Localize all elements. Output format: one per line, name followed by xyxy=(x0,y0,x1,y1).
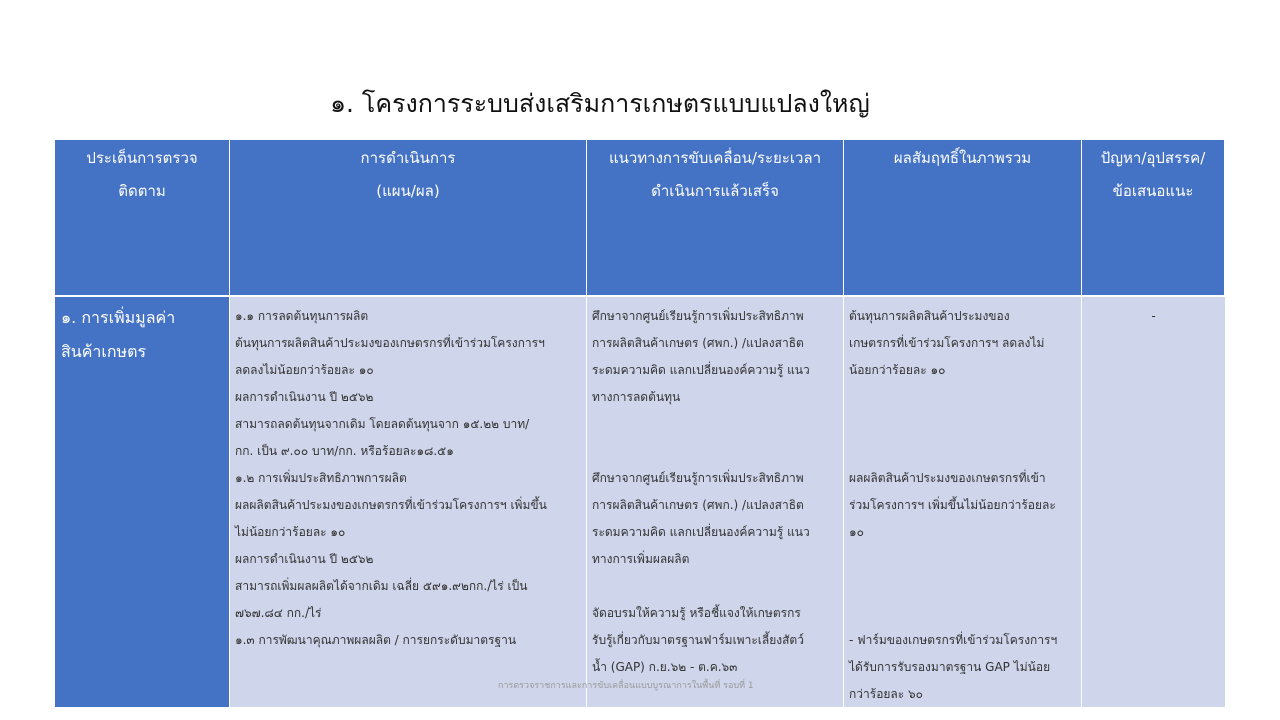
inspection-table xyxy=(55,140,1225,705)
operations-line: ผลผลิตสินค้าประมงของเกษตรกรที่เข้าร่วมโครงการฯ เพิ่มขึ้น xyxy=(235,498,547,512)
result-line: กว่าร้อยละ ๖๐ xyxy=(849,687,923,701)
operations-line: กก. เป็น ๙.๐๐ บาท/กก. หรือร้อยละ๑๘.๕๑ xyxy=(235,444,454,458)
approach-line: ทางการลดต้นทุน xyxy=(592,390,681,404)
approach-line: การผลิตสินค้าเกษตร (ศพก.) /แปลงสาธิต xyxy=(592,498,804,512)
approach-line: ทางการเพิ่มผลผลิต xyxy=(592,552,690,566)
approach-line: ระดมความคิด แลกเปลี่ยนองค์ความรู้ แนว xyxy=(592,363,810,377)
approach-line: ศึกษาจากศูนย์เรียนรู้การเพิ่มประสิทธิภาพ xyxy=(592,309,804,323)
approach-line: ศึกษาจากศูนย์เรียนรู้การเพิ่มประสิทธิภาพ xyxy=(592,471,804,485)
approach-line: รับรู้เกี่ยวกับมาตรฐานฟาร์มเพาะเลี้ยงสัตว์ xyxy=(592,633,804,647)
operations-line: ๑.๒ การเพิ่มประสิทธิภาพการผลิต xyxy=(235,471,407,485)
operations-line: ไม่น้อยกว่าร้อยละ ๑๐ xyxy=(235,525,346,539)
page-title: ๑. โครงการระบบส่งเสริมการเกษตรแบบแปลงใหญ่ xyxy=(330,89,870,118)
result-line: เกษตรกรที่เข้าร่วมโครงการฯ ลดลงไม่ xyxy=(849,336,1045,350)
result-line: ร่วมโครงการฯ เพิ่มขึ้นไม่น้อยกว่าร้อยละ xyxy=(849,498,1056,512)
approach-line: จัดอบรมให้ความรู้ หรือชี้แจงให้เกษตรกร xyxy=(592,606,801,620)
cell-operations xyxy=(230,297,587,707)
result-line: น้อยกว่าร้อยละ ๑๐ xyxy=(849,363,946,377)
result-line: ผลผลิตสินค้าประมงของเกษตรกรที่เข้า xyxy=(849,471,1046,485)
operations-line: ลดลงไม่น้อยกว่าร้อยละ ๑๐ xyxy=(235,363,374,377)
cell-problems: - xyxy=(1082,297,1225,707)
operations-line: สามารถเพิ่มผลผลิตได้จากเดิม เฉลี่ย ๕๙๑.๙๒กก./ไร่ เป็น xyxy=(235,579,528,593)
cell-result xyxy=(844,297,1082,707)
operations-line: ๑.๓ การพัฒนาคุณภาพผลผลิต / การยกระดับมาตรฐาน xyxy=(235,633,517,647)
cell-approach xyxy=(587,297,844,707)
result-line: - ฟาร์มของเกษตรกรที่เข้าร่วมโครงการฯ xyxy=(849,633,1058,647)
header-issue: ประเด็นการตรวจ ติดตาม xyxy=(55,140,230,295)
header-result: ผลสัมฤทธิ์ในภาพรวม xyxy=(844,140,1082,295)
header-operations: การดำเนินการ (แผน/ผล) xyxy=(230,140,587,295)
result-line: ได้รับการรับรองมาตรฐาน GAP ไม่น้อย xyxy=(849,660,1051,674)
operations-line: สามารถลดต้นทุนจากเดิม โดยลดต้นทุนจาก ๑๕.๒๒ บาท/ xyxy=(235,417,530,431)
cell-issue: ๑. การเพิ่มมูลค่า สินค้าเกษตร xyxy=(55,297,230,707)
operations-line: ผลการดำเนินงาน ปี ๒๕๖๒ xyxy=(235,552,374,566)
header-problems: ปัญหา/อุปสรรค/ ข้อเสนอแนะ xyxy=(1082,140,1225,295)
approach-line: การผลิตสินค้าเกษตร (ศพก.) /แปลงสาธิต xyxy=(592,336,804,350)
footer-caption: การตรวจราชการและการขับเคลื่อนแบบบูรณาการในพื้นที่ รอบที่ 1 xyxy=(498,681,754,691)
approach-line: ระดมความคิด แลกเปลี่ยนองค์ความรู้ แนว xyxy=(592,525,810,539)
result-line: ต้นทุนการผลิตสินค้าประมงของ xyxy=(849,309,1010,323)
approach-line: น้ำ (GAP) ก.ย.๖๒ - ต.ค.๖๓ xyxy=(592,660,738,674)
operations-line: ๗๖๗.๘๔ กก./ไร่ xyxy=(235,606,322,620)
result-line: ๑๐ xyxy=(849,525,864,539)
operations-line: ผลการดำเนินงาน ปี ๒๕๖๒ xyxy=(235,390,374,404)
operations-line: ๑.๑ การลดต้นทุนการผลิต xyxy=(235,309,369,323)
operations-line: ต้นทุนการผลิตสินค้าประมงของเกษตรกรที่เข้าร่วมโครงการฯ xyxy=(235,336,545,350)
header-approach: แนวทางการขับเคลื่อน/ระยะเวลา ดำเนินการแล้วเสร็จ xyxy=(587,140,844,295)
